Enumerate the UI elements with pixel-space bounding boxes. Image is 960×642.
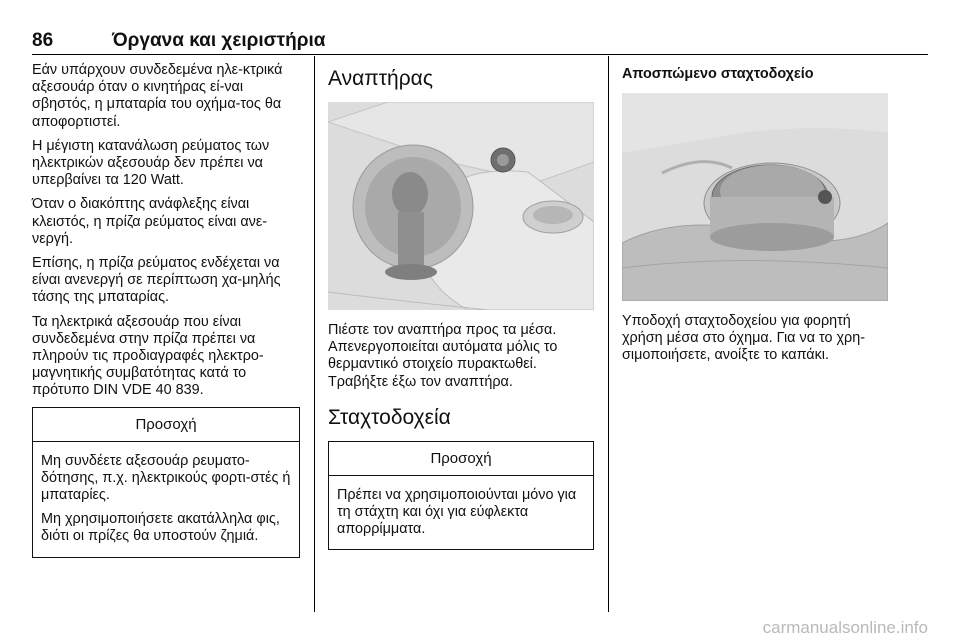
warning-body xyxy=(329,476,593,550)
ashtray-illustration xyxy=(622,93,888,301)
cigarette-lighter-illustration xyxy=(328,102,594,310)
paragraph: Η μέγιστη κατανάλωση ρεύματος των ηλεκτρικών αξεσουάρ δεν πρέπει να υπερβαίνει τα 120 Watt. xyxy=(32,137,270,189)
lighter-illustration-icon xyxy=(328,102,594,310)
column-divider-1 xyxy=(314,56,315,612)
paragraph: Επίσης, η πρίζα ρεύματος ενδέχεται να είναι ανενεργή σε περίπτωση χα-μηλής τάσης της μπαταρίας. xyxy=(32,255,281,306)
warning-text: Μη συνδέετε αξεσουάρ ρευματο-δότησης, π.χ. ηλεκτρικούς φορτι-στές ή μπαταρίες. xyxy=(41,452,291,504)
paragraph: Υποδοχή σταχτοδοχείου για φορητή χρήση μέσα στο όχημα. Για να το χρη-σιμοποιήσετε, ανοίξτε το καπάκι. xyxy=(622,313,866,364)
warning-box xyxy=(328,441,594,551)
column-2 xyxy=(328,62,594,550)
paragraph: Τα ηλεκτρικά αξεσουάρ που είναι συνδεδεμένα στην πρίζα πρέπει να πληρούν τις προδιαγραφές ηλεκτρο-μαγνητικής συμβατότητας κατά το πρότυπο DIN VDE 40 839. xyxy=(32,313,264,399)
warning-text: Μη χρησιμοποιήσετε ακατάλληλα φις, διότι οι πρίζες θα υποστούν ζημιά. xyxy=(41,511,280,545)
header-divider xyxy=(32,54,928,55)
column-divider-2 xyxy=(608,56,609,612)
warning-title: Προσοχή xyxy=(329,442,593,476)
ashtray-illustration-icon xyxy=(622,93,888,301)
chapter-title: Όργανα και χειριστήρια xyxy=(112,30,326,51)
section-heading-portable-ashtray: Αποσπώμενο σταχτοδοχείο xyxy=(622,66,814,82)
section-heading-lighter: Αναπτήρας xyxy=(328,67,433,90)
warning-box xyxy=(32,407,300,558)
section-heading-ashtrays: Σταχτοδοχεία xyxy=(328,405,451,429)
column-3 xyxy=(622,62,894,372)
warning-text: Πρέπει να χρησιμοποιούνται μόνο για τη στάχτη και όχι για εύφλεκτα απορρίμματα. xyxy=(337,486,577,538)
page-number: 86 xyxy=(32,30,54,51)
paragraph: Εάν υπάρχουν συνδεδεμένα ηλε-κτρικά αξεσουάρ όταν ο κινητήρας εί-ναι σβηστός, η μπαταρία του οχήμα-τος θα αποφορτιστεί. xyxy=(32,62,283,130)
column-1 xyxy=(32,62,300,558)
warning-body xyxy=(33,442,299,557)
page-header xyxy=(32,30,928,56)
paragraph: Πιέστε τον αναπτήρα προς τα μέσα. Απενεργοποιείται αυτόματα μόλις το θερμαντικό στοιχείο πυρακτωθεί. Τραβήξτε έξω τον αναπτήρα. xyxy=(328,322,558,390)
watermark: carmanualsonline.info xyxy=(762,618,928,637)
paragraph: Όταν ο διακόπτης ανάφλεξης είναι κλειστός, η πρίζα ρεύματος είναι ανε-νεργή. xyxy=(32,196,268,247)
warning-title: Προσοχή xyxy=(33,408,299,442)
